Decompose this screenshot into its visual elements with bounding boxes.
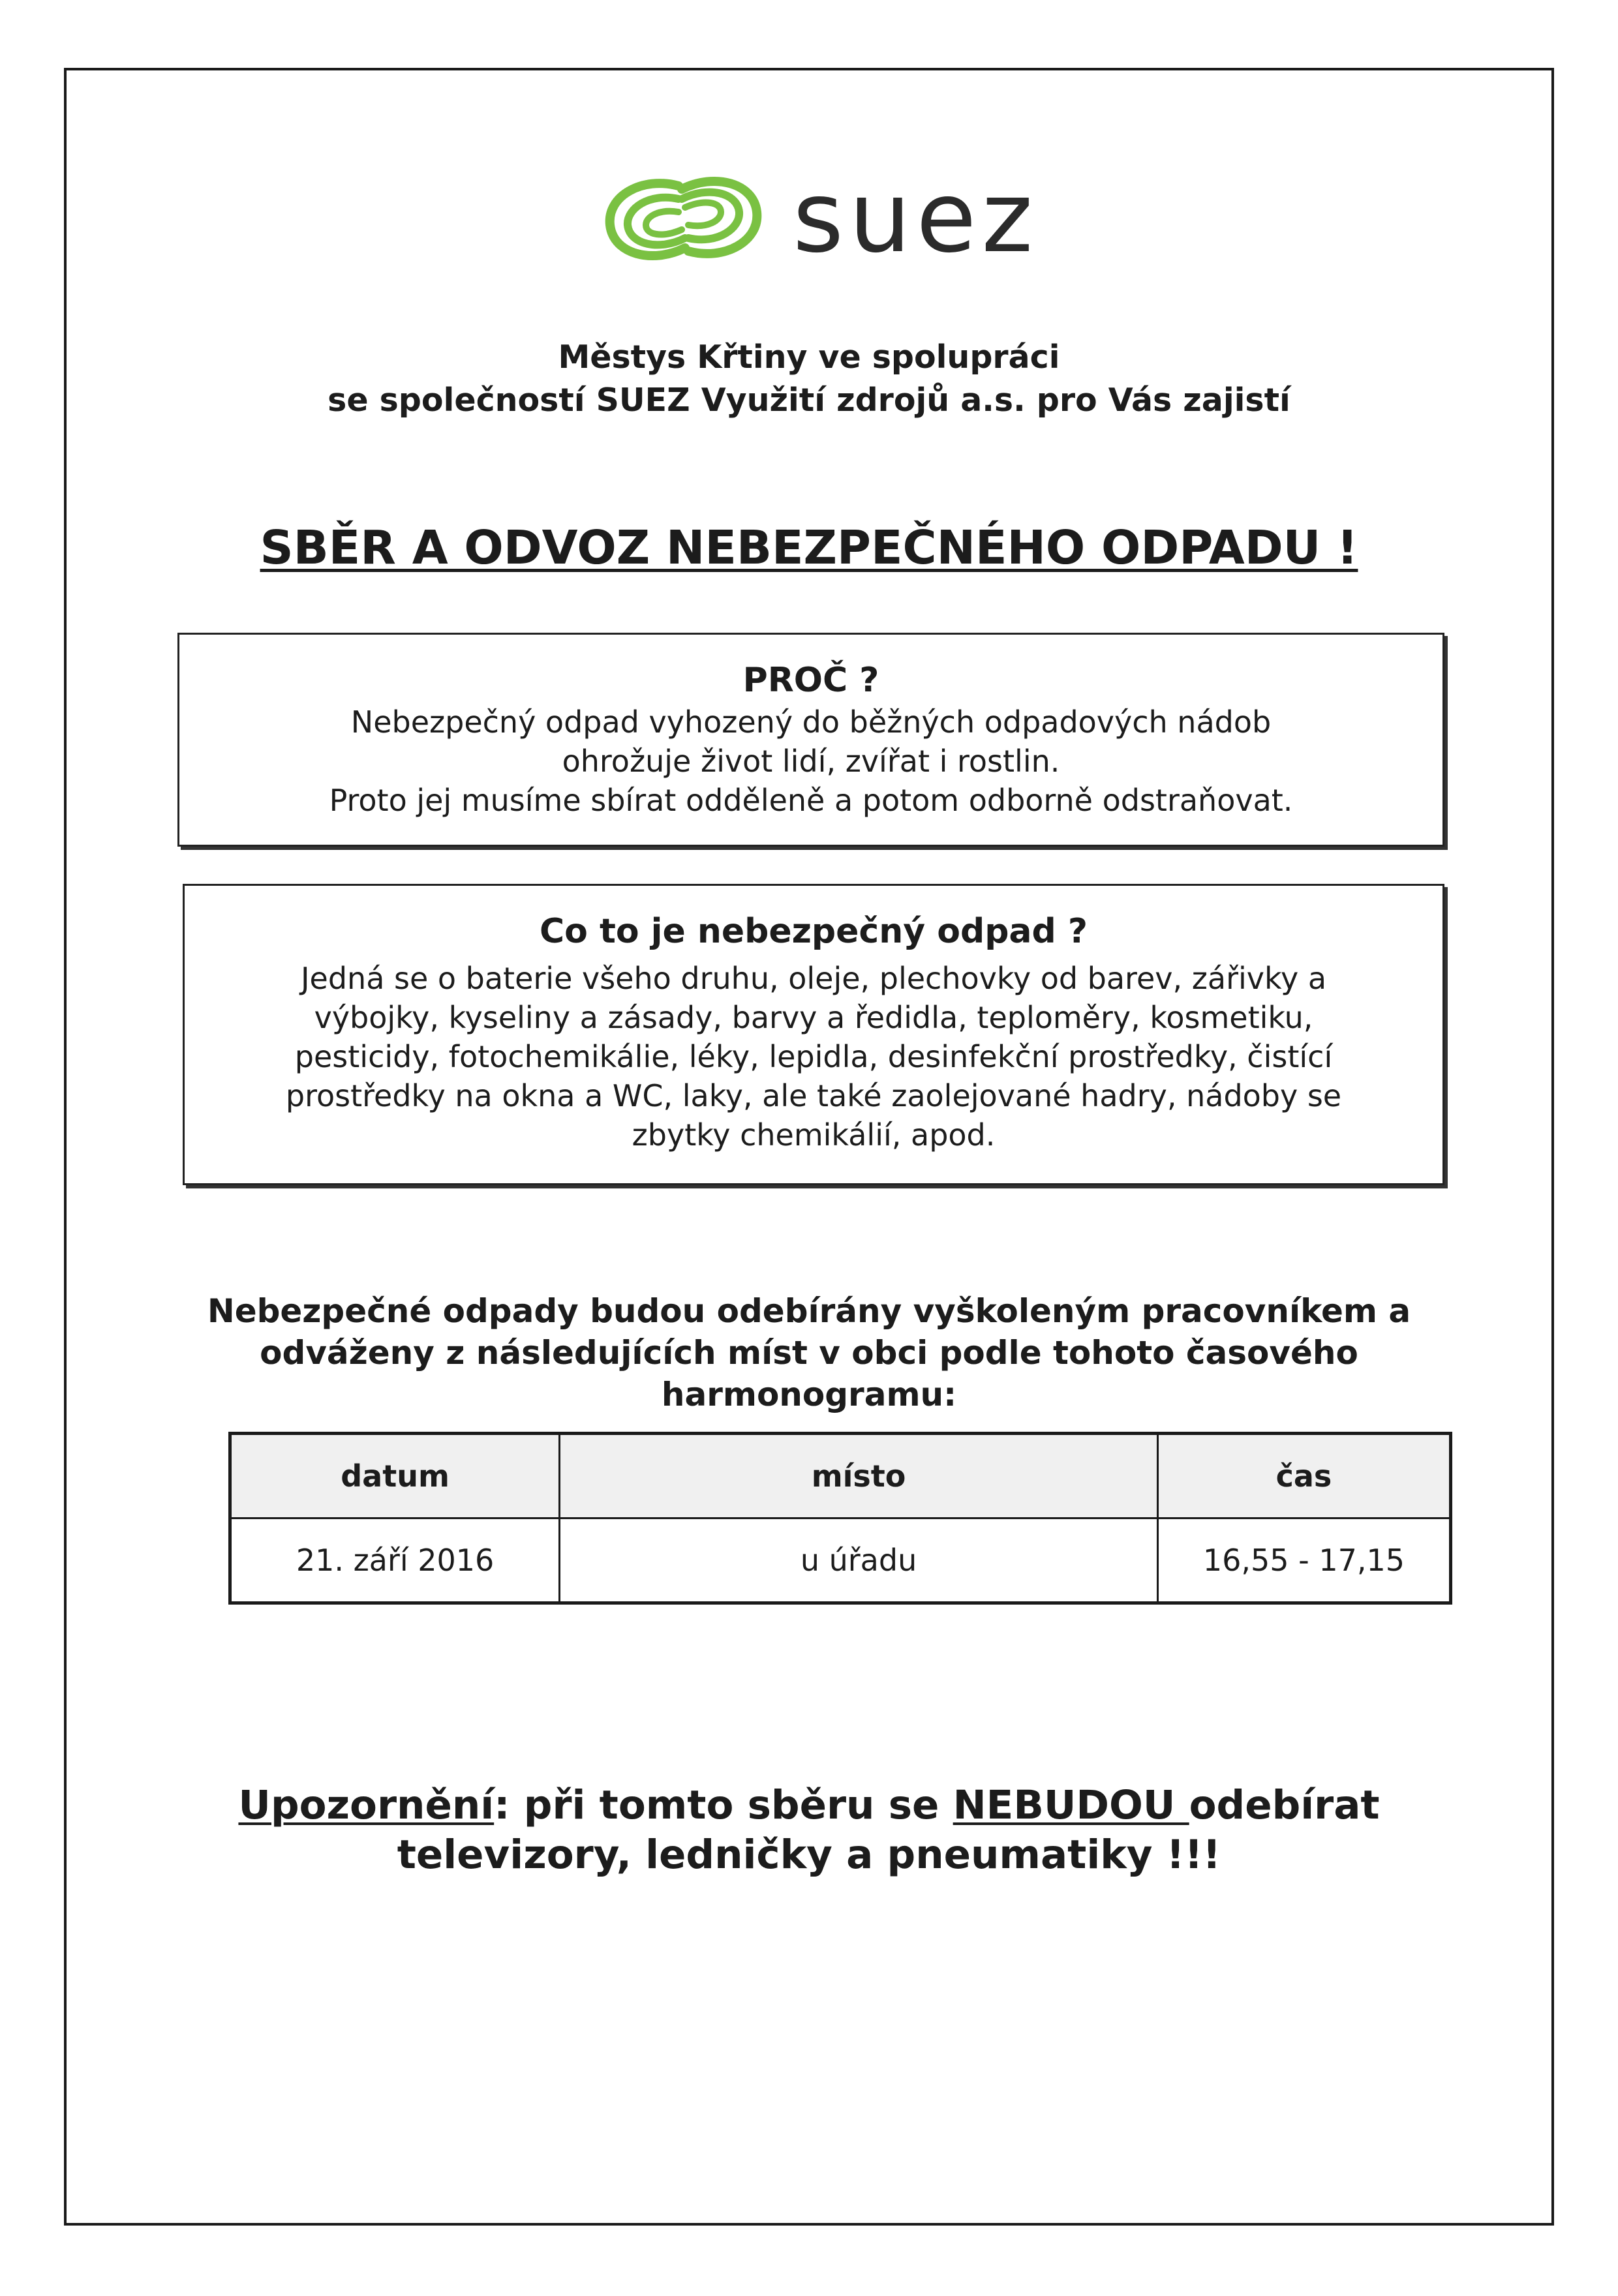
cell-time: 16,55 - 17,15 (1157, 1518, 1450, 1603)
schedule-intro-line-1: Nebezpečné odpady budou odebírány vyškoleným pracovníkem a (207, 1292, 1411, 1330)
why-box (177, 633, 1444, 847)
intro-line-2: se společností SUEZ Využití zdrojů a.s. pro Vás zajistí (328, 382, 1290, 419)
suez-swirl-icon (581, 150, 789, 287)
intro-text (0, 336, 1618, 422)
table-header-row (230, 1434, 1451, 1518)
schedule-intro-line-2: odváženy z následujících míst v obci podle tohoto časového (260, 1334, 1358, 1372)
warning-line-1 (0, 1781, 1618, 1830)
cell-place: u úřadu (560, 1518, 1158, 1603)
warning-notice (0, 1781, 1618, 1880)
suez-logo (581, 150, 1103, 287)
cell-date: 21. září 2016 (230, 1518, 560, 1603)
why-box-text: Nebezpečný odpad vyhozený do běžných odpadových nádob ohrožuje život lidí, zvířat i rostlin. Proto jej musíme sbírat odděleně a potom odborně odstraňovat. (329, 704, 1293, 818)
header-place: místo (560, 1434, 1158, 1518)
what-box-text: Jedná se o baterie všeho druhu, oleje, plechovky od barev, zářivky a výbojky, kyseliny a zásady, barvy a ředidla, teploměry, kosmetiku, pesticidy, fotochemikálie, léky, lepidla, desinfekční prostředky, čistící prostředky na okna a WC, laky, ale také zaolejované hadry, nádoby se zbytky chemikálií, apod. (285, 961, 1342, 1153)
page-title: SBĚR A ODVOZ NEBEZPEČNÉHO ODPADU ! (260, 521, 1358, 575)
header-time: čas (1157, 1434, 1450, 1518)
table-row (230, 1518, 1451, 1603)
header-date: datum (230, 1434, 560, 1518)
logo-wordmark: suez (793, 161, 1039, 275)
warning-text-b: odebírat (1189, 1782, 1380, 1828)
warning-label: Upozornění (238, 1782, 495, 1828)
what-box-title: Co to je nebezpečný odpad ? (540, 912, 1088, 951)
what-box (183, 884, 1444, 1185)
warning-text-a: : při tomto sběru se (494, 1782, 953, 1828)
warning-line-2: televizory, ledničky a pneumatiky !!! (397, 1832, 1221, 1878)
schedule-table (228, 1432, 1452, 1605)
why-box-title: PROČ ? (742, 661, 879, 700)
schedule-intro-line-3: harmonogramu: (661, 1376, 957, 1413)
warning-emphasis: NEBUDOU (953, 1782, 1189, 1828)
intro-line-1: Městys Křtiny ve spolupráci (558, 339, 1060, 376)
schedule-intro (0, 1290, 1618, 1415)
